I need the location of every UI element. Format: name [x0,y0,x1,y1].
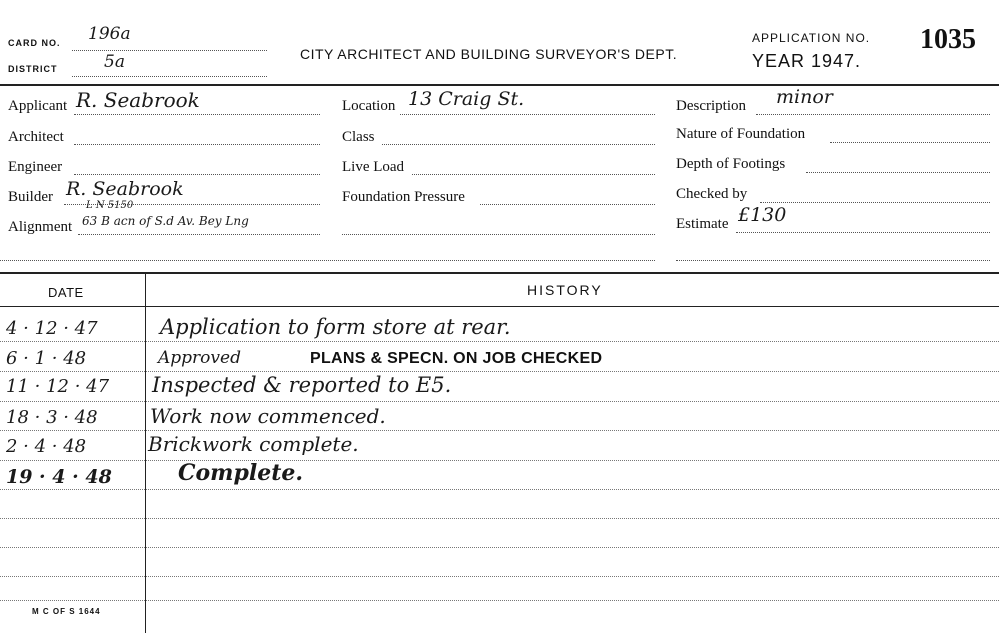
description-value: minor [776,86,833,108]
form-code: M C OF S 1644 [32,607,101,616]
nature-of-foundation-label: Nature of Foundation [676,126,806,142]
engineer-label: Engineer [8,159,63,175]
builder-label: Builder [8,189,53,205]
district-label: DISTRICT [8,64,58,74]
history-date: 18 · 3 · 48 [6,407,98,428]
history-entry: Application to form store at rear. [160,315,511,339]
history-entry: Approved [158,348,241,368]
year-label: YEAR 1947. [752,51,862,71]
estimate-value: £130 [738,204,787,226]
history-date: 2 · 4 · 48 [6,436,87,457]
history-entry: Brickwork complete. [148,432,359,456]
history-column-header: HISTORY [527,282,603,298]
department-title: CITY ARCHITECT AND BUILDING SURVEYOR'S DEPT. [300,46,678,62]
builder-value: R. Seabrook [66,178,184,200]
history-date: 4 · 12 · 47 [6,318,98,339]
applicant-label: Applicant [8,98,68,114]
history-date: 19 · 4 · 48 [6,466,112,488]
applicant-value: R. Seabrook [76,88,200,112]
history-date: 11 · 12 · 47 [6,376,110,397]
description-label: Description [676,98,746,114]
application-number: 1035 [920,24,976,55]
foundation-pressure-label: Foundation Pressure [342,189,465,205]
alignment-label: Alignment [8,219,73,235]
alignment-value: 63 B acn of S.d Av. Bey Lng [82,214,249,228]
location-value: 13 Craig St. [408,88,525,110]
history-entry: Inspected & reported to E5. [152,373,452,397]
card-no-label: CARD NO. [8,38,61,48]
estimate-label: Estimate [676,216,729,232]
history-date: 6 · 1 · 48 [6,348,87,369]
alignment-note: L N 5150 [86,200,134,211]
architect-label: Architect [8,129,64,145]
depth-of-footings-label: Depth of Footings [676,156,786,172]
date-column-header: DATE [48,285,84,300]
card-no-value: 196a [88,24,131,44]
history-entry: Complete. [178,460,304,486]
district-value: 5a [104,52,125,72]
live-load-label: Live Load [342,159,405,175]
checked-stamp: PLANS & SPECN. ON JOB CHECKED [310,350,603,367]
application-no-label: APPLICATION NO. [752,31,871,45]
history-entry: Work now commenced. [150,404,386,428]
checked-by-label: Checked by [676,186,748,202]
location-label: Location [342,98,396,114]
class-label: Class [342,129,375,145]
